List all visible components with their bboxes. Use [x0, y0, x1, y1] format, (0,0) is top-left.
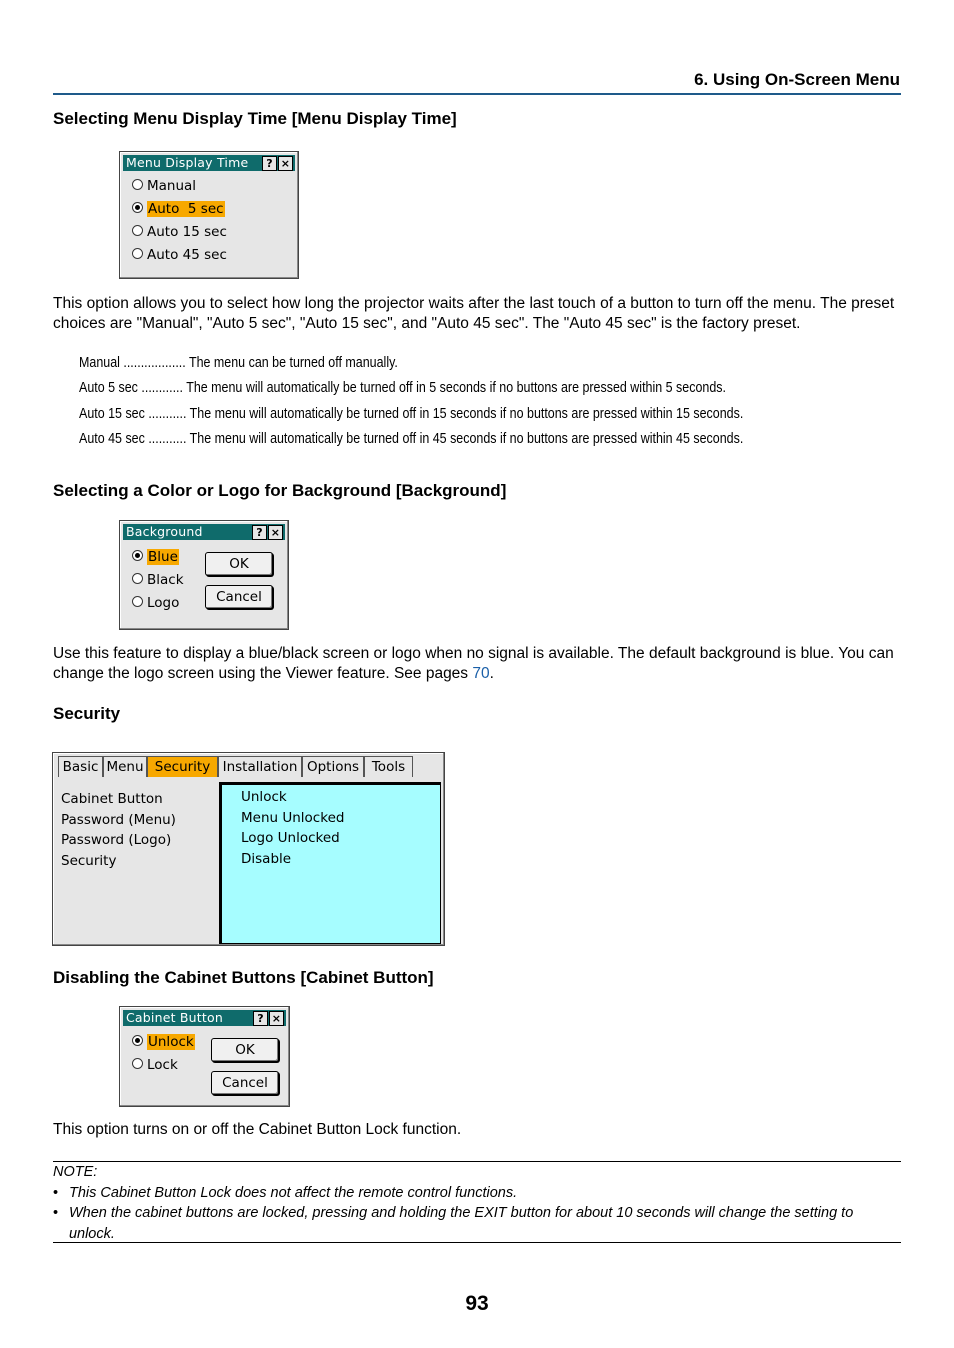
note-bullet: • This Cabinet Button Lock does not affect the remote control functions. — [53, 1184, 518, 1201]
definition-text: The menu will automatically be turned off in 15 seconds if no buttons are pressed within 15 seconds. — [189, 405, 744, 422]
header-rule — [53, 93, 901, 95]
dialog-title: Background — [126, 524, 203, 539]
tab-security[interactable]: Security — [147, 756, 218, 777]
cancel-button[interactable]: Cancel — [211, 1071, 279, 1095]
radio-button-icon — [132, 225, 143, 236]
cabinet-button-heading: Disabling the Cabinet Buttons [Cabinet Button] — [53, 968, 434, 987]
radio-button-icon — [132, 179, 143, 190]
ok-button[interactable]: OK — [205, 552, 273, 576]
definition-dots: ........... — [144, 405, 190, 422]
background-dialog — [119, 520, 289, 630]
radio-option-logo[interactable]: Logo — [132, 595, 179, 612]
definition-text: The menu can be turned off manually. — [188, 355, 398, 371]
security-item-password-logo[interactable]: Password (Logo) — [61, 832, 172, 848]
close-icon[interactable]: × — [269, 1011, 284, 1026]
security-value-cabinet-button: Unlock — [241, 789, 287, 805]
radio-option-black[interactable]: Black — [132, 572, 184, 589]
radio-option-auto-45-sec[interactable]: Auto 45 sec — [132, 247, 227, 264]
radio-option-auto-15-sec[interactable]: Auto 15 sec — [132, 224, 227, 241]
radio-button-selected-icon — [132, 550, 143, 561]
page-number: 93 — [465, 1292, 489, 1315]
security-value-list — [241, 787, 344, 869]
cabinet-button-description: This option turns on or off the Cabinet Button Lock function. — [53, 1121, 462, 1138]
radio-button-icon — [132, 573, 143, 584]
background-description: Use this feature to display a blue/black screen or logo when no signal is available. The default background is blue. You can change the logo screen using the Viewer feature. See pages 70. — [53, 645, 894, 682]
close-icon[interactable]: × — [278, 156, 293, 171]
definition-row — [79, 353, 851, 378]
dialog-title: Cabinet Button — [126, 1010, 223, 1025]
definition-row — [79, 378, 851, 403]
definition-term: Auto 45 sec — [79, 430, 145, 447]
ok-button[interactable]: OK — [211, 1038, 279, 1062]
definition-term: Auto 15 sec — [79, 405, 145, 422]
definition-row — [79, 429, 851, 454]
cabinet-button-dialog — [119, 1006, 290, 1107]
definition-term: Auto 5 sec — [79, 380, 138, 397]
security-item-cabinet-button[interactable]: Cabinet Button — [61, 791, 163, 807]
help-icon[interactable]: ? — [252, 525, 267, 540]
tab-options[interactable]: Options — [302, 756, 364, 777]
menu-display-time-heading: Selecting Menu Display Time [Menu Display Time] — [53, 109, 457, 128]
dialog-title: Menu Display Time — [126, 155, 249, 170]
definition-text: The menu will automatically be turned off in 5 seconds if no buttons are pressed within 5 seconds. — [186, 380, 726, 397]
page-link[interactable]: 70 — [472, 665, 490, 682]
security-item-security[interactable]: Security — [61, 852, 117, 869]
radio-button-icon — [132, 248, 143, 259]
menu-display-time-definitions — [79, 353, 851, 454]
security-menu-panel — [52, 752, 445, 946]
definition-term: Manual — [79, 355, 120, 371]
menu-display-time-description: This option allows you to select how long the projector waits after the last touch of a button to turn off the menu. The preset choices are "Manual", "Auto 5 sec", "Auto 15 sec", and "Auto 45 sec". The "Auto 45 sec" is the factory preset. — [53, 295, 895, 332]
tab-menu[interactable]: Menu — [103, 756, 147, 777]
security-value-security: Disable — [241, 850, 292, 867]
dialog-title-bar — [123, 524, 285, 540]
definition-text: The menu will automatically be turned off in 45 seconds if no buttons are pressed within 45 seconds. — [189, 430, 744, 447]
note-label: NOTE: — [53, 1164, 98, 1180]
note-bullet: • When the cabinet buttons are locked, pressing and holding the EXIT button for about 10 seconds will change the setting to unlock. — [53, 1205, 854, 1242]
radio-option-blue[interactable]: Blue — [132, 549, 179, 566]
help-icon[interactable]: ? — [262, 156, 277, 171]
security-item-password-menu[interactable]: Password (Menu) — [61, 811, 176, 828]
radio-button-selected-icon — [132, 1035, 143, 1046]
radio-option-manual[interactable]: Manual — [132, 178, 196, 195]
cancel-button[interactable]: Cancel — [205, 585, 273, 609]
definition-dots: ........... — [144, 430, 190, 447]
background-heading: Selecting a Color or Logo for Background [Background] — [53, 481, 507, 500]
running-header: 6. Using On-Screen Menu — [694, 70, 900, 89]
radio-option-unlock[interactable]: Unlock — [132, 1034, 195, 1051]
radio-button-icon — [132, 1058, 143, 1069]
security-heading: Security — [53, 704, 121, 723]
dialog-title-bar — [123, 1010, 286, 1026]
dialog-title-bar — [123, 155, 295, 171]
radio-button-selected-icon — [132, 202, 143, 213]
security-value-password-menu: Menu Unlocked — [241, 809, 345, 826]
security-item-list — [61, 789, 176, 871]
close-icon[interactable]: × — [268, 525, 283, 540]
menu-display-time-dialog — [119, 151, 299, 279]
tab-installation[interactable]: Installation — [218, 756, 302, 777]
radio-option-lock[interactable]: Lock — [132, 1057, 178, 1074]
note-bottom-rule — [53, 1242, 901, 1243]
radio-button-icon — [132, 596, 143, 607]
tab-tools[interactable]: Tools — [364, 756, 413, 777]
help-icon[interactable]: ? — [253, 1011, 268, 1026]
definition-dots: .................. — [119, 355, 189, 371]
tab-basic[interactable]: Basic — [58, 756, 103, 777]
definition-row — [79, 404, 851, 429]
definition-dots: ............ — [137, 380, 187, 397]
note-block — [53, 1162, 901, 1244]
security-value-password-logo: Logo Unlocked — [241, 830, 340, 846]
security-values-panel — [219, 782, 441, 944]
radio-option-auto-5-sec[interactable]: Auto 5 sec — [132, 201, 225, 218]
